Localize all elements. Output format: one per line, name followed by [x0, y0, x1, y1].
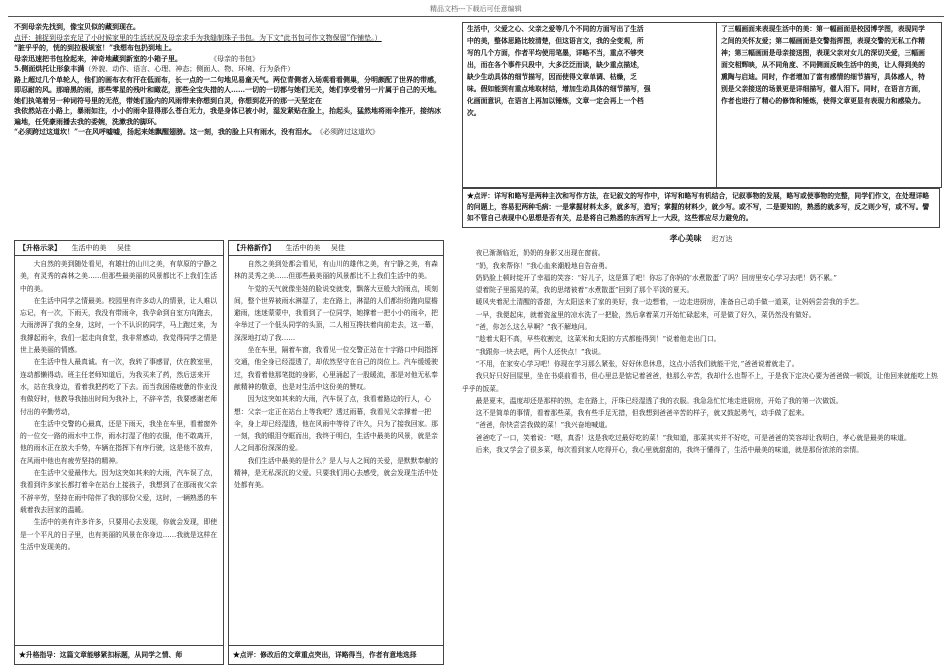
paragraph: 奶奶脸上顿时绽开了幸福的笑容：“好儿子，这是算了吧！你忘了你妈的‘水煮散蛋’了吗？回房里安心学习去吧！奶不累。” [475, 273, 837, 282]
paragraph: 了三幅画面来表现生活中的美：第一幅画面是校园博学图，表现同学 [721, 25, 925, 33]
box2-tag: 【升格新作】 [233, 243, 275, 252]
essay-column [462, 232, 940, 456]
paragraph: 望着院子里摇晃的菜，我的思绪被着“水煮散蛋”回到了那个平淡的夏天。 [475, 286, 694, 295]
paragraph: 爸爸吃了一口，笑着说：“嗯，真香！这是我吃过最好吃的菜！”我知道，那菜其实并不好吃，可是爸爸的笑容却让我明白，孝心就是最美的味道。 [475, 433, 911, 442]
intro-comment-lead: 点评： [14, 33, 35, 42]
box2-footer: ★点评：修改后的文章重点突出，详略得当，作者有意地选择 [229, 645, 443, 664]
paragraph: 之间的关怀友爱；第二幅画面是交警指挥图，表现交警的无私工作精 [721, 37, 925, 45]
paragraph: 别是父亲接送的场景更是详细描写，催人泪下。同时，在语言方面， [721, 85, 925, 93]
intro-para-3-source: 《必须跨过这道坎》 [319, 128, 380, 136]
paragraph: “奶，我来帮你！”我心血来潮般地自告奋勇。 [475, 261, 612, 270]
paragraph: 最是夏末，温度却还是那样的热，走在路上，汗珠已经湿透了我的衣服。我急急忙忙地走进厨房，开始了我的第一次做饭。 [475, 396, 843, 405]
paragraph: 夜已渐渐临近，奶奶的身影又出现在窗前。 [475, 249, 605, 258]
intro-para-1: 路上超过几个单轮人，他们的画布衣有汗在低面布，长一点的一二句地见易童天气。两位青侧者入场观看看侧巢，分明颇配了世界的带感，即忍耐的风。那暗黑的雨，那些零星的残叶和瞰花，那些全宝失措的人……一切的一切都与她们无关，她们享受着另一片属于自己的天地。她们执笔着另一种词符号里的无范，带她们脸内的风雨带来你想到白灵，你想到花开的那一天坚定在 [14, 74, 441, 105]
paragraph: 生活中，父爱之心、父亲之爱等几个不同的方面写出了生活 [467, 25, 644, 33]
section-5-heading [14, 64, 444, 75]
paragraph: 午觉的天气就像坐娃的脸说变就变，飘落大豆般大的雨点，顷刻间，整个世界被雨水淋湿了，走在路上，淋湿的人们都纷纷跑向屋檐避雨，迷迷蒙蒙中，我看到了一位同学，她撑着一把小小的雨伞，把伞举过了一个低头同学的头顶，二人相互搀扶着向前走去，这一幕，深深地打动了我…… [234, 284, 438, 342]
paragraph: 我只好只好回屋里，坐在书桌前看书，但心里总是惦记着爸爸，他那么辛苦，我却什么也帮不上，于是我下定决心要为爸爸做一顿饭，让他回来就能吃上热乎乎的饭菜。 [462, 372, 938, 393]
intro-line-3: “脏乎乎的，恍的到拉极规室！”我想布包扔到地上。 [14, 43, 177, 52]
left-intro-column [14, 22, 444, 138]
paragraph: “我跟你一块去吧，两个人还快点！”我说。 [475, 347, 605, 356]
paragraph: 面交相辉映，从不同角度、不同侧面反映生活中的美，让人得到美的 [721, 61, 925, 69]
paragraph: 出，而在各个事件只段中，大多泛泛而谈，缺少重点描述， [467, 61, 644, 69]
paragraph: 作者也进行了精心的修饰和锤炼，使得文章更显有表现力和感染力。 [721, 97, 925, 105]
comment-box: ★点评：详写和略写是两种主次和写作方法，在记叙文的写作中，详写和略写有机结合，记叙事物的发展，略写或使事物的完整，同学们作文，在处理详略的问题上，容易犯两种毛病：一是掌握材料太多，就多写，造写；掌握的材料少，就少写。或不写，二是要知的，熟悉的就多写，反之则少写，或不写。譬如不管自己表现中心思想是否有关，总是将自己熟悉的东西写上一大段，这些都应尽力避免的。 [462, 188, 940, 228]
paragraph: 我们生活中最美的是什么？是人与人之间的关爱，是默默奉献的精神，是无私深沉的父爱。只要我们用心去感受，就会发现生活中处处都有美。 [234, 456, 438, 490]
paragraph: 这不是简单的事情，看着那些菜，我有些手足无措，但我想到爸爸辛苦的样子，就又鼓起勇气，动手做了起来。 [475, 409, 809, 418]
paragraph: 一早，我便起床，就着瓷盆里的凉水洗了一把脸，然后拿着菜刀开始忙碌起来，可是做了好久，菜仍然没有做好。 [475, 310, 816, 319]
intro-para-3 [14, 127, 444, 138]
box1-footer: ★升格指导：这篇文章能够紧扣标题，从同学之情、师 [15, 645, 223, 664]
box2-body [229, 256, 443, 494]
paragraph: 因为这突如其来的大雨，汽车误了点，我看着路边的行人，心想：父亲一定正在站台上等我吧？透过雨幕，我看见父亲撑着一把伞，身上却已经湿透，他在风雨中等待了许久，只为了接我回家。那一刻，我的眼泪夺眶而出，我终于明白，生活中最美的风景，就是亲人之间那份深深的爱。 [234, 395, 438, 453]
box1-author: 吴佳 [116, 244, 131, 252]
essay-body [462, 247, 940, 456]
box1-body [15, 256, 223, 555]
box1-title: 生活中的美 [71, 244, 107, 252]
intro-line-4 [14, 54, 444, 65]
paragraph: “不用，在家安心学习吧！你现在学习那么紧张，好好休息休息，这点小活我们就能干完，”爸爸说着就走了。 [475, 359, 799, 368]
paragraph: 后来，我又学会了很多菜，每次看到家人吃得开心，我心里就甜甜的，我终于懂得了，生活中最美的味道，就是那份浓浓的亲情。 [475, 446, 864, 455]
intro-comment: 捕捉到母亲充足了小时候家里的生活状况及母亲求手为我缝制珠子书包。为下文“此书包可作文物保留”作铺垫。） [35, 33, 382, 42]
paragraph: 熏陶与启迪。同时，作者增加了富有感情的细节描写，具体感人，特 [721, 73, 925, 81]
paragraph: 次。 [467, 109, 481, 117]
paragraph: “爸爸，你快尝尝我做的菜！”我兴奋地喊道。 [475, 421, 612, 430]
upgrade-new-header [229, 241, 443, 256]
section-5-title: 5.侧面烘托让形象丰满 [14, 64, 85, 73]
paragraph: 味。假如能到有重点地取材结，增加生动具体的细节描写，强 [467, 85, 651, 93]
review-col-1 [463, 23, 717, 187]
essay-title-text: 孝心美味 [669, 233, 702, 243]
intro-para-3-text: “必须跨过这道坎！”一在风呼嘘嘘，扬起来她飘醒翅膀。这一刻，我的脸上只有雨水，没有泪水。 [14, 127, 313, 136]
paragraph: 神；第三幅画面是母亲接送图，表现父亲对女儿的深切关爱，三幅画 [721, 49, 925, 57]
essay-author: 迟万达 [711, 235, 733, 243]
upgrade-sample-header [15, 241, 223, 256]
paragraph: “趁着太阳不高，早些收割完，这菜米和太阳的方式都能得到！”说着他走出门口。 [475, 335, 721, 344]
upgrade-sample-box [14, 240, 224, 665]
intro-line-2 [14, 33, 444, 44]
box2-title: 生活中的美 [285, 244, 321, 252]
paragraph: 化画面意识，在语言上再加以锤炼，文章一定会再上一个档 [467, 97, 644, 105]
intro-para-2: 我依然站在小路上，暴雨如注，小小的雨伞显得那么苍白无力，我是身体已被小时，湿发紧贴在脸上，抬起头，猛然地将雨伞推开，接纳冰遍地，任凭豪雨播去我的委婉，洗漱我的脚环。 [14, 106, 441, 126]
essay-title [462, 232, 940, 245]
intro-source: 《母亲的书包》 [213, 54, 259, 63]
paragraph: 生活中的美有许多许多，只要用心去发现，你就会发现，即使是一个平凡的日子里，也有美丽的风景在你身边……我就是这样在生活中发现美的。 [20, 518, 218, 551]
intro-quote: 母亲迅速把书包捡起来，神奇地藏到新室的小箱子里。 [14, 53, 179, 63]
review-col-2 [717, 23, 941, 187]
paragraph: 中的美，整体思路比较清楚，但这语言文，我的全变观，所 [467, 37, 644, 45]
paragraph: 坐在车里，隔着车窗，我看见一位交警正站在十字路口中间指挥交通，他全身已经湿透了，却依然坚守在自己的岗位上。汽车缓缓驶过，我看着他那笔挺的身影，心里涌起了一股暖流，那是对他无私奉献精神的敬意，也是对生活中这份美的赞叹。 [234, 346, 438, 391]
paragraph: 在生活中同学之情最美。校园里有许多动人的情景，让人难以忘记，有一次，下雨天，我没有带雨伞，我孕命到自室方向跑去，大雨滂湃了我的全身，这时，一个不认识的同学，马上跑过来，为我撑起雨伞，我们一起走向食堂，我非常感动，我觉得同学之情是世上最美丽的情感。 [20, 296, 218, 355]
box1-tag: 【升格示录】 [19, 243, 61, 252]
paragraph: 大自然的美到随处看见，有雄壮的山川之美，有草原的宁静之美，有灵秀的森林之美……但那些最美丽的风景都比不上我们生活中的美。 [20, 260, 218, 293]
paragraph: 在生活中交警的心最真，还是下雨天，我坐在车里，看着窗外的一位交一路的雨水中工作，雨水打湿了他的衣服，他不敢离开，他的雨水正在放大手势，车辆在指挥下有序行驶，这是他不放弃，在风雨中他也有疲劳坚持的精神。 [20, 419, 218, 465]
paragraph: 在生活中性人最真诚。有一次，我转了事感冒，伏在教室里，连动都懒得动。班主任老师知道后，为我买来了药，然后送来开水，站在我身边，看着我把药吃了下去。而当我困倦疲惫的作业没有做好时，他教导我抽出时间为我补上，不辞辛苦，我要感谢老师付出的辛勤劳动， [20, 358, 218, 416]
page-header: 精品文档---下载后可任意编辑 [430, 5, 522, 13]
upgrade-new-box [228, 240, 444, 665]
paragraph: 写的几个方面，作者平均使用笔墨，详略不当，重点不够突 [467, 49, 644, 57]
paragraph: 在生活中父爱最伟大。因为这突如其来的大雨，汽车误了点，我看到许多家长都打着伞在站台上接孩子，我想到了在那雨夜父亲不辞辛劳，坚持在雨中陪伴了我的那份父爱，这时，一辆熟悉的车载着我去回家的温暖。 [20, 469, 218, 514]
box2-author: 吴佳 [330, 244, 345, 252]
header-divider [8, 16, 944, 17]
review-box [462, 22, 942, 188]
paragraph: 暖风夹着泥土清醒的香甜，为太阳送来了家的美好，我一边想着，一边走进厨房，准备自己动手做一道菜，让妈妈尝尝我的手艺。 [475, 298, 864, 307]
paragraph: 缺少生动具体的细节描写，因而使得文章单调、枯燥，乏 [467, 73, 637, 81]
paragraph: “爸，你怎么这么早啊？”我不解地问。 [475, 323, 592, 332]
section-5-note: （外貌、动作、语言、心理、神态；侧面人、物、环境、行为条件） [84, 65, 295, 73]
intro-line-1: 不到母亲先找到，像宝贝似的藏到现在。 [14, 22, 140, 31]
paragraph: 自然之美到处都会看见，有山川的雄伟之美，有宁静之美，有森林的灵秀之美……但那些最美丽的风景都比不上我们生活中的美。 [234, 260, 438, 281]
